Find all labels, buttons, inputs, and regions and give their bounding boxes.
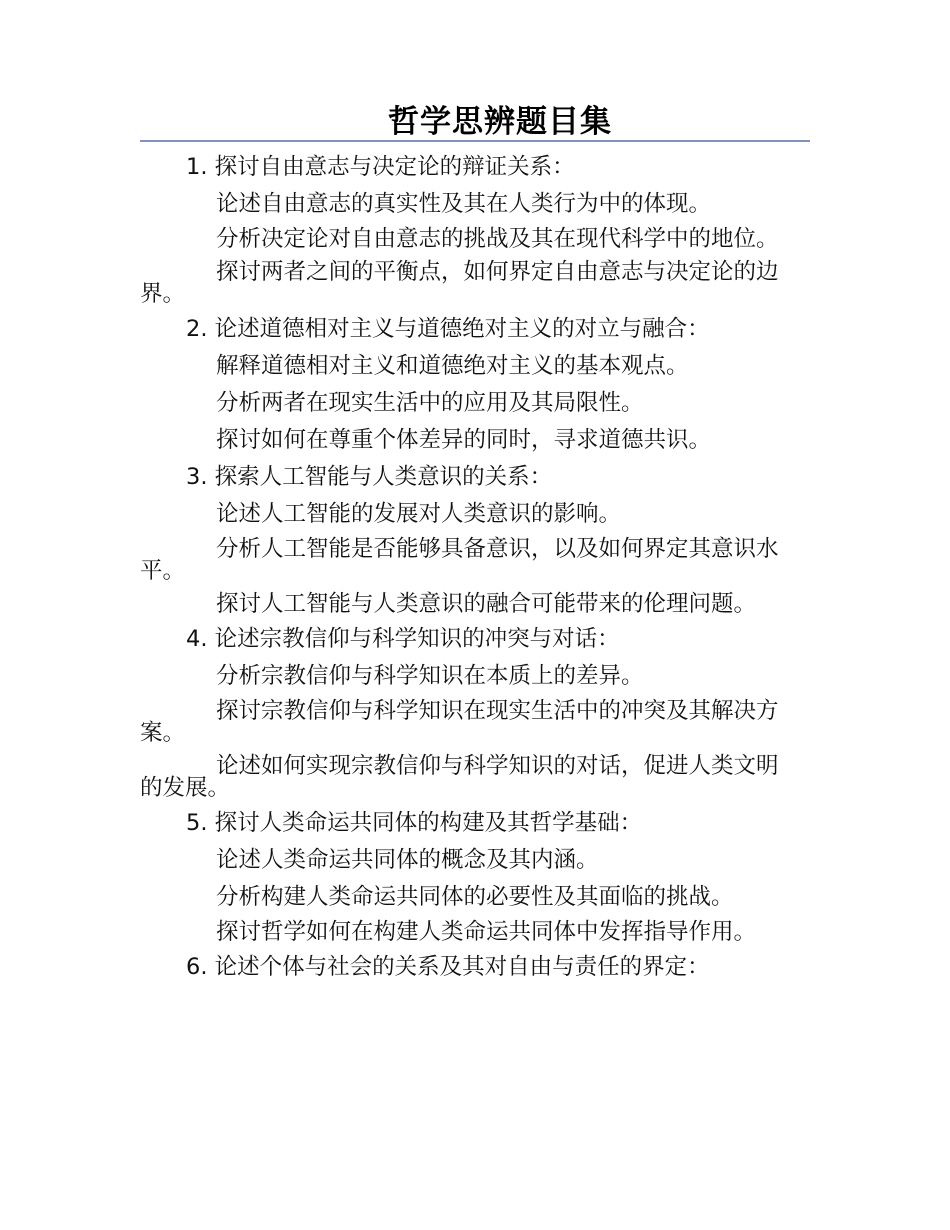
section-4-item-1: 分析宗教信仰与科学知识在本质上的差异。 <box>216 663 644 689</box>
section-3-item-3: 探讨人工智能与人类意识的融合可能带来的伦理问题。 <box>216 591 757 617</box>
section-2-item-3: 探讨如何在尊重个体差异的同时，寻求道德共识。 <box>216 427 712 453</box>
section-1-item-1: 论述自由意志的真实性及其在人类行为中的体现。 <box>216 191 712 217</box>
section-2-item-2: 分析两者在现实生活中的应用及其局限性。 <box>216 390 644 416</box>
section-3-item-2: 分析人工智能是否能够具备意识，以及如何界定其意识水平。 <box>140 536 779 584</box>
section-5-item-3: 探讨哲学如何在构建人类命运共同体中发挥指导作用。 <box>216 919 757 945</box>
section-3-item-1: 论述人工智能的发展对人类意识的影响。 <box>216 501 622 527</box>
section-5-item-1: 论述人类命运共同体的概念及其内涵。 <box>216 847 599 873</box>
section-2-item-1: 解释道德相对主义和道德绝对主义的基本观点。 <box>216 353 689 379</box>
section-heading-2: 2. 论述道德相对主义与道德绝对主义的对立与融合： <box>186 316 710 342</box>
title-underline <box>140 140 810 142</box>
section-heading-4: 4. 论述宗教信仰与科学知识的冲突与对话： <box>186 626 620 652</box>
section-heading-1: 1. 探讨自由意志与决定论的辩证关系： <box>186 154 575 180</box>
section-heading-3: 3. 探索人工智能与人类意识的关系： <box>186 464 553 490</box>
section-1-item-3: 探讨两者之间的平衡点，如何界定自由意志与决定论的边界。 <box>140 259 779 307</box>
section-4-item-2: 探讨宗教信仰与科学知识在现实生活中的冲突及其解决方案。 <box>140 698 779 746</box>
section-1-item-2: 分析决定论对自由意志的挑战及其在现代科学中的地位。 <box>216 226 779 252</box>
document-title: 哲学思辨题目集 <box>388 104 612 140</box>
section-heading-6: 6. 论述个体与社会的关系及其对自由与责任的界定： <box>186 954 710 980</box>
section-4-item-3: 论述如何实现宗教信仰与科学知识的对话，促进人类文明的发展。 <box>140 753 779 801</box>
section-5-item-2: 分析构建人类命运共同体的必要性及其面临的挑战。 <box>216 884 734 910</box>
document-body <box>140 154 800 980</box>
section-heading-5: 5. 探讨人类命运共同体的构建及其哲学基础： <box>186 810 643 836</box>
